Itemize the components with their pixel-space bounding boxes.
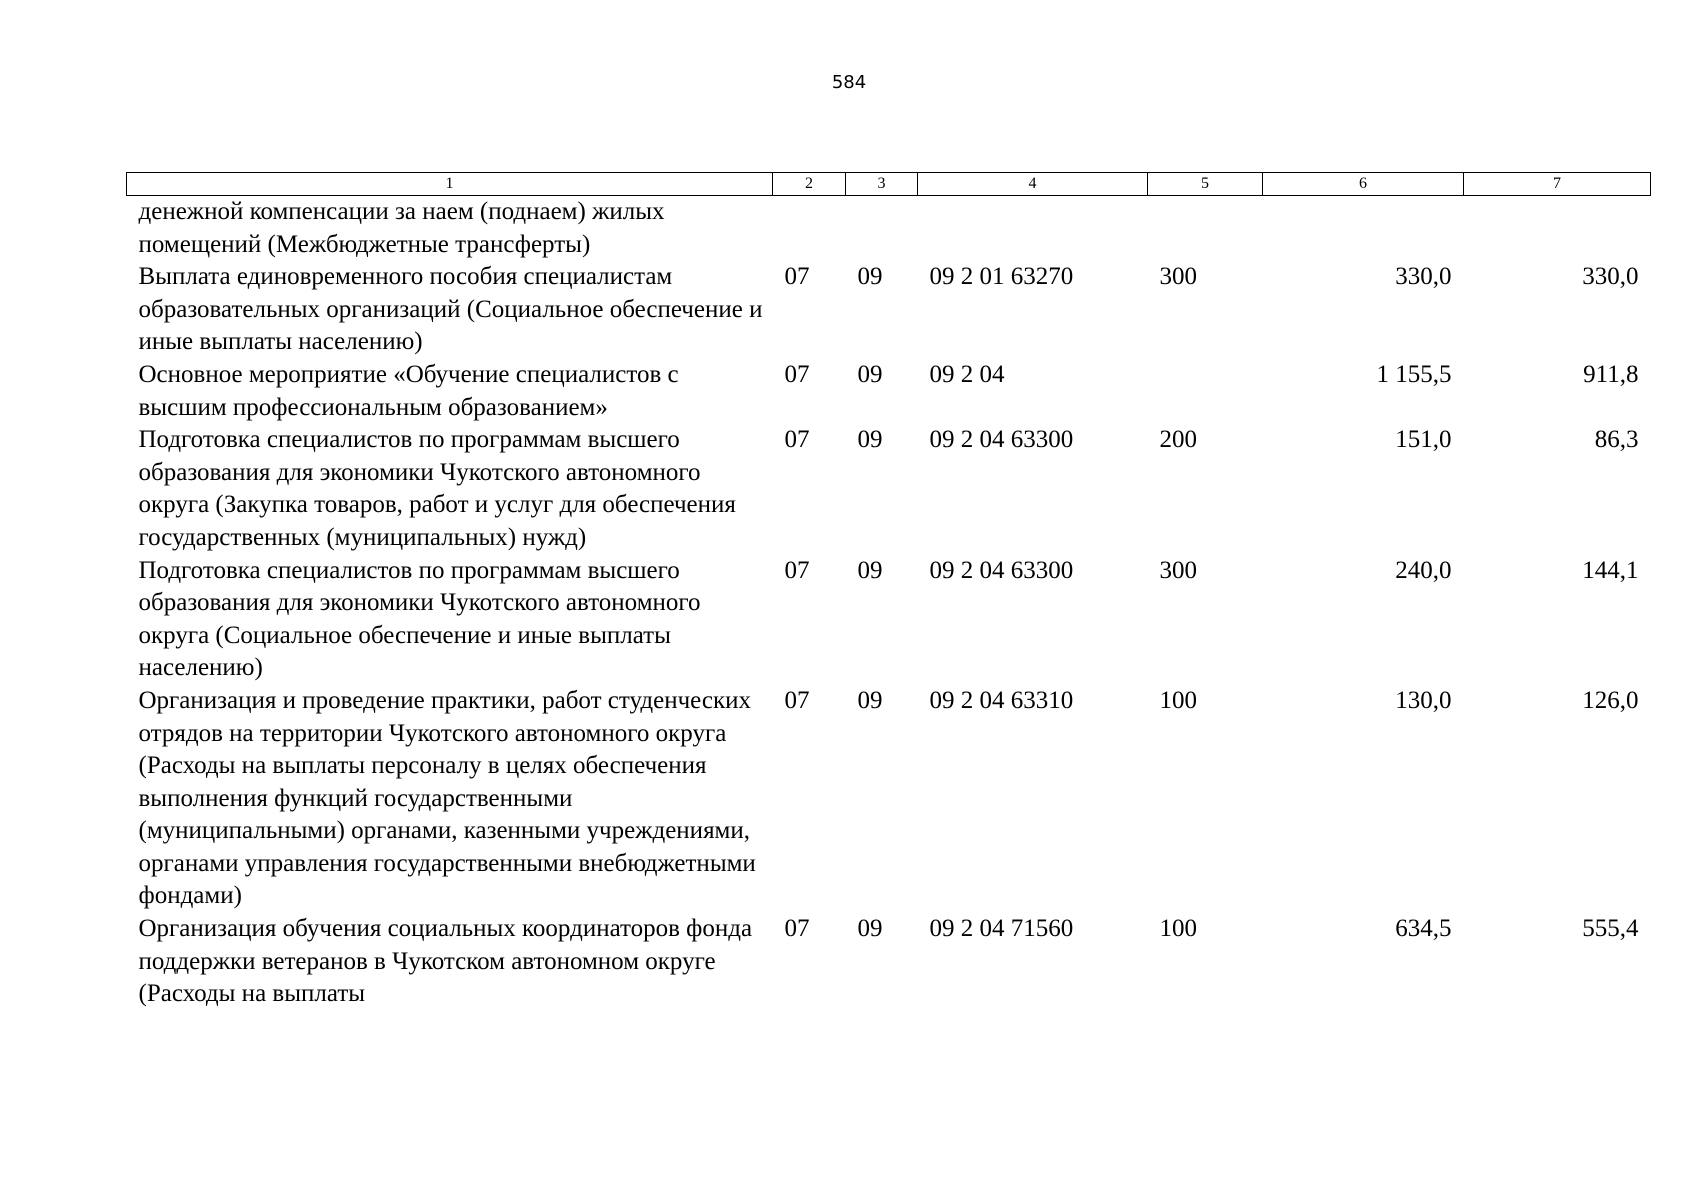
column-header-6: 6 [1263,173,1464,196]
column-header-3: 3 [846,173,918,196]
table-row [127,359,1651,424]
row-subsection [846,196,918,262]
row-description: денежной компенсации за наем (поднаем) жилых помещений (Межбюджетные трансферты) [138,198,665,258]
table-row [127,555,1651,685]
row-section: 07 [784,263,810,291]
row-amount-actual: 555,4 [1582,915,1639,943]
row-target-article [918,196,1148,262]
row-target-article: 09 2 04 63300 [929,426,1074,454]
row-subsection: 09 [857,426,883,454]
row-description: Подготовка специалистов по программам высшего образования для экономики Чукотского автономного округа (Закупка товаров, работ и услуг для обеспечения государственных (муниципальных) нужд) [138,426,736,551]
row-expense-type [1148,359,1263,424]
row-target-article: 09 2 01 63270 [929,263,1074,291]
row-amount-actual: 86,3 [1594,426,1639,454]
row-amount-actual: 911,8 [1583,360,1639,388]
row-amount-plan [1263,196,1464,262]
column-header-4: 4 [918,173,1148,196]
row-description: Выплата единовременного пособия специалистам образовательных организаций (Социальное обеспечение и иные выплаты населению) [138,263,763,356]
row-expense-type: 300 [1159,556,1197,584]
row-subsection: 09 [857,915,883,943]
column-header-7: 7 [1464,173,1651,196]
row-target-article: 09 2 04 63300 [929,556,1074,584]
row-target-article: 09 2 04 [929,360,1005,388]
row-amount-actual: 330,0 [1582,263,1639,291]
row-section: 07 [784,426,810,454]
row-description: Подготовка специалистов по программам высшего образования для экономики Чукотского автономного округа (Социальное обеспечение и иные выплаты населению) [138,556,701,682]
row-target-article: 09 2 04 63310 [929,686,1074,714]
row-amount-actual: 144,1 [1582,556,1639,584]
row-expense-type: 100 [1159,686,1197,714]
column-header-5: 5 [1148,173,1263,196]
row-subsection: 09 [857,263,883,291]
row-description: Основное мероприятие «Обучение специалистов с высшим профессиональным образованием» [138,360,679,421]
row-section [773,196,846,262]
column-header-2: 2 [773,173,846,196]
row-target-article: 09 2 04 71560 [929,915,1074,943]
row-amount-plan: 634,5 [1395,915,1452,943]
row-section: 07 [784,686,810,714]
table-header [127,173,1651,196]
table-row [127,424,1651,554]
row-amount-plan: 151,0 [1395,426,1452,454]
row-amount-plan: 240,0 [1395,556,1452,584]
column-header-1: 1 [127,173,773,196]
row-description: Организация и проведение практики, работ студенческих отрядов на территории Чукотского автономного округа (Расходы на выплаты персоналу в целях обеспечения выполнения функций государственными (муниципальными) органами, казенными учреждениями, органами управления государственными внебюджетными фондами) [138,686,756,910]
header-row [127,173,1651,196]
table-row [127,913,1651,1011]
row-subsection: 09 [857,556,883,584]
row-amount-plan: 1 155,5 [1376,360,1452,388]
row-amount-plan: 130,0 [1395,686,1452,714]
row-subsection: 09 [857,686,883,714]
row-expense-type: 100 [1159,915,1197,943]
row-section: 07 [784,556,810,584]
row-section: 07 [784,360,810,388]
table-row [127,685,1651,913]
table-body [127,196,1651,1011]
row-description: Организация обучения социальных координаторов фонда поддержки ветеранов в Чукотском автономном округе (Расходы на выплаты [138,915,753,1008]
budget-table [126,172,1651,1011]
table-row [127,196,1651,262]
row-expense-type [1148,196,1263,262]
row-amount-actual [1464,196,1651,262]
row-section: 07 [784,915,810,943]
row-expense-type: 200 [1159,426,1197,454]
page-number: 584 [831,72,867,93]
table-row [127,261,1651,359]
row-amount-actual: 126,0 [1582,686,1639,714]
row-subsection: 09 [857,360,883,388]
row-amount-plan: 330,0 [1395,263,1452,291]
row-expense-type: 300 [1159,263,1197,291]
